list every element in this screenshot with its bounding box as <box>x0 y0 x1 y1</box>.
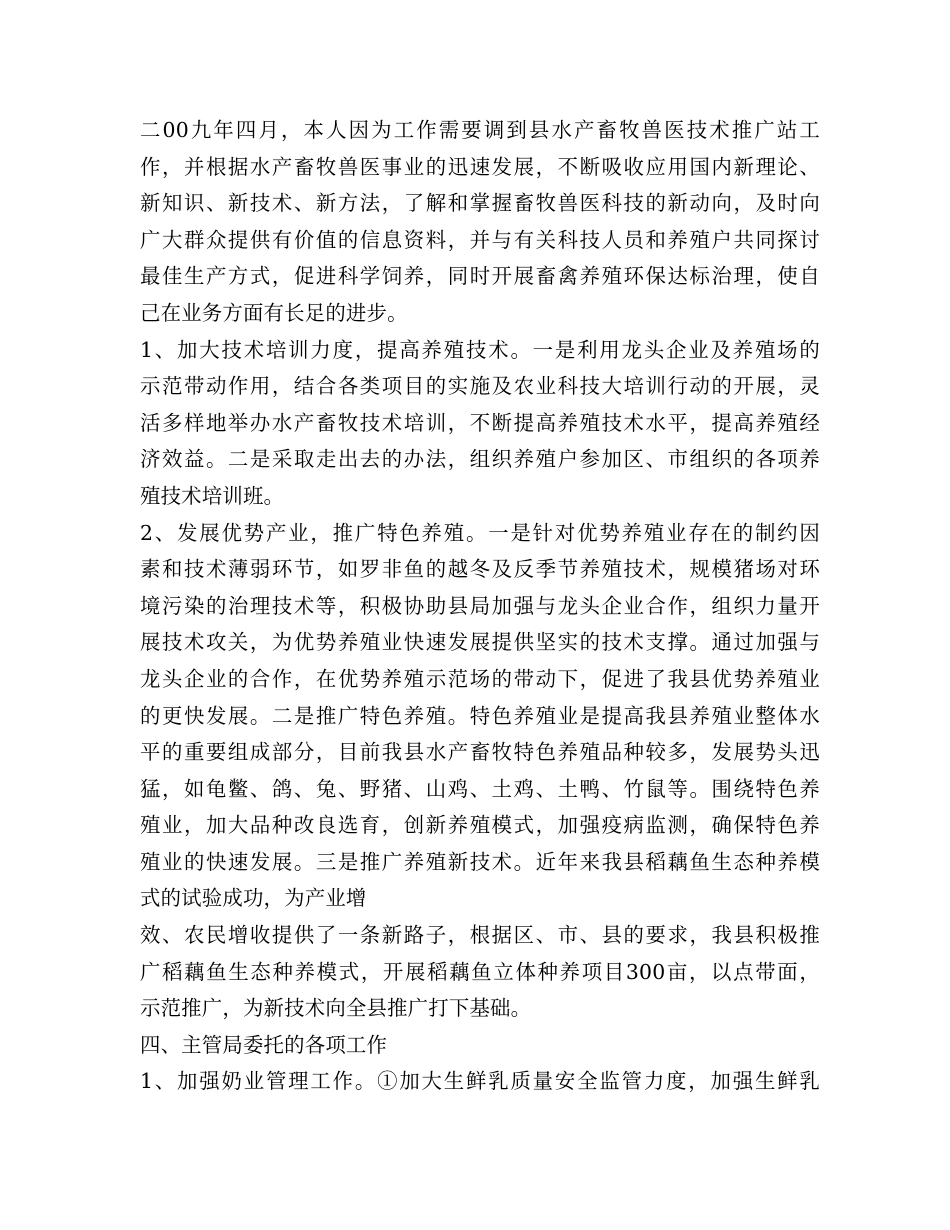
text-line: 境污染的治理技术等，积极协助县局加强与龙头企业合作，组织力量开 <box>140 593 820 618</box>
text-line: 1、加强奶业管理工作。①加大生鲜乳质量安全监管力度，加强生鲜乳 <box>140 1069 820 1094</box>
text-line: 广大群众提供有价值的信息资料，并与有关科技人员和养殖户共同探讨 <box>140 227 820 252</box>
text-line: 作，并根据水产畜牧兽医事业的迅速发展，不断吸收应用国内新理论、 <box>140 154 820 179</box>
text-line: 广稻藕鱼生态种养模式，开展稻藕鱼立体种养项目300亩，以点带面， <box>140 959 820 984</box>
text-line: 二00九年四月，本人因为工作需要调到县水产畜牧兽医技术推广站工 <box>140 118 820 142</box>
text-line: 殖技术培训班。 <box>140 483 285 508</box>
text-line: 式的试验成功，为产业增 <box>140 886 367 911</box>
text-line: 素和技术薄弱环节，如罗非鱼的越冬及反季节养殖技术，规模猪场对环 <box>140 557 820 582</box>
text-line: 己在业务方面有长足的进步。 <box>140 300 408 325</box>
text-line: 展技术攻关，为优势养殖业快速发展提供坚实的技术支撑。通过加强与 <box>140 630 820 655</box>
body-text <box>140 112 820 1100</box>
text-line: 效、农民增收提供了一条新路子，根据区、市、县的要求，我县积极推 <box>140 923 820 948</box>
text-line: 1、加大技术培训力度，提高养殖技术。一是利用龙头企业及养殖场的 <box>140 337 820 362</box>
text-line: 的更快发展。二是推广特色养殖。特色养殖业是提高我县养殖业整体水 <box>140 703 820 728</box>
text-line: 龙头企业的合作，在优势养殖示范场的带动下，促进了我县优势养殖业 <box>140 666 820 691</box>
text-line: 2、发展优势产业，推广特色养殖。一是针对优势养殖业存在的制约因 <box>140 520 820 545</box>
section-heading: 四、主管局委托的各项工作 <box>140 1032 388 1057</box>
text-line: 殖业的快速发展。三是推广养殖新技术。近年来我县稻藕鱼生态种养模 <box>140 849 820 874</box>
text-line: 平的重要组成部分，目前我县水产畜牧特色养殖品种较多，发展势头迅 <box>140 740 820 765</box>
text-line: 济效益。二是采取走出去的办法，组织养殖户参加区、市组织的各项养 <box>140 447 820 472</box>
text-line: 新知识、新技术、新方法，了解和掌握畜牧兽医科技的新动向，及时向 <box>140 191 820 216</box>
text-line: 猛，如龟鳖、鸽、兔、野猪、山鸡、土鸡、土鸭、竹鼠等。围绕特色养 <box>140 776 820 801</box>
text-line: 示范带动作用，结合各类项目的实施及农业科技大培训行动的开展，灵 <box>140 374 820 399</box>
text-line: 最佳生产方式，促进科学饲养，同时开展畜禽养殖环保达标治理，使自 <box>140 264 820 289</box>
text-line: 殖业，加大品种改良选育，创新养殖模式，加强疫病监测，确保特色养 <box>140 813 820 838</box>
text-line: 示范推广，为新技术向全县推广打下基础。 <box>140 996 532 1021</box>
text-line: 活多样地举办水产畜牧技术培训，不断提高养殖技术水平，提高养殖经 <box>140 410 820 435</box>
